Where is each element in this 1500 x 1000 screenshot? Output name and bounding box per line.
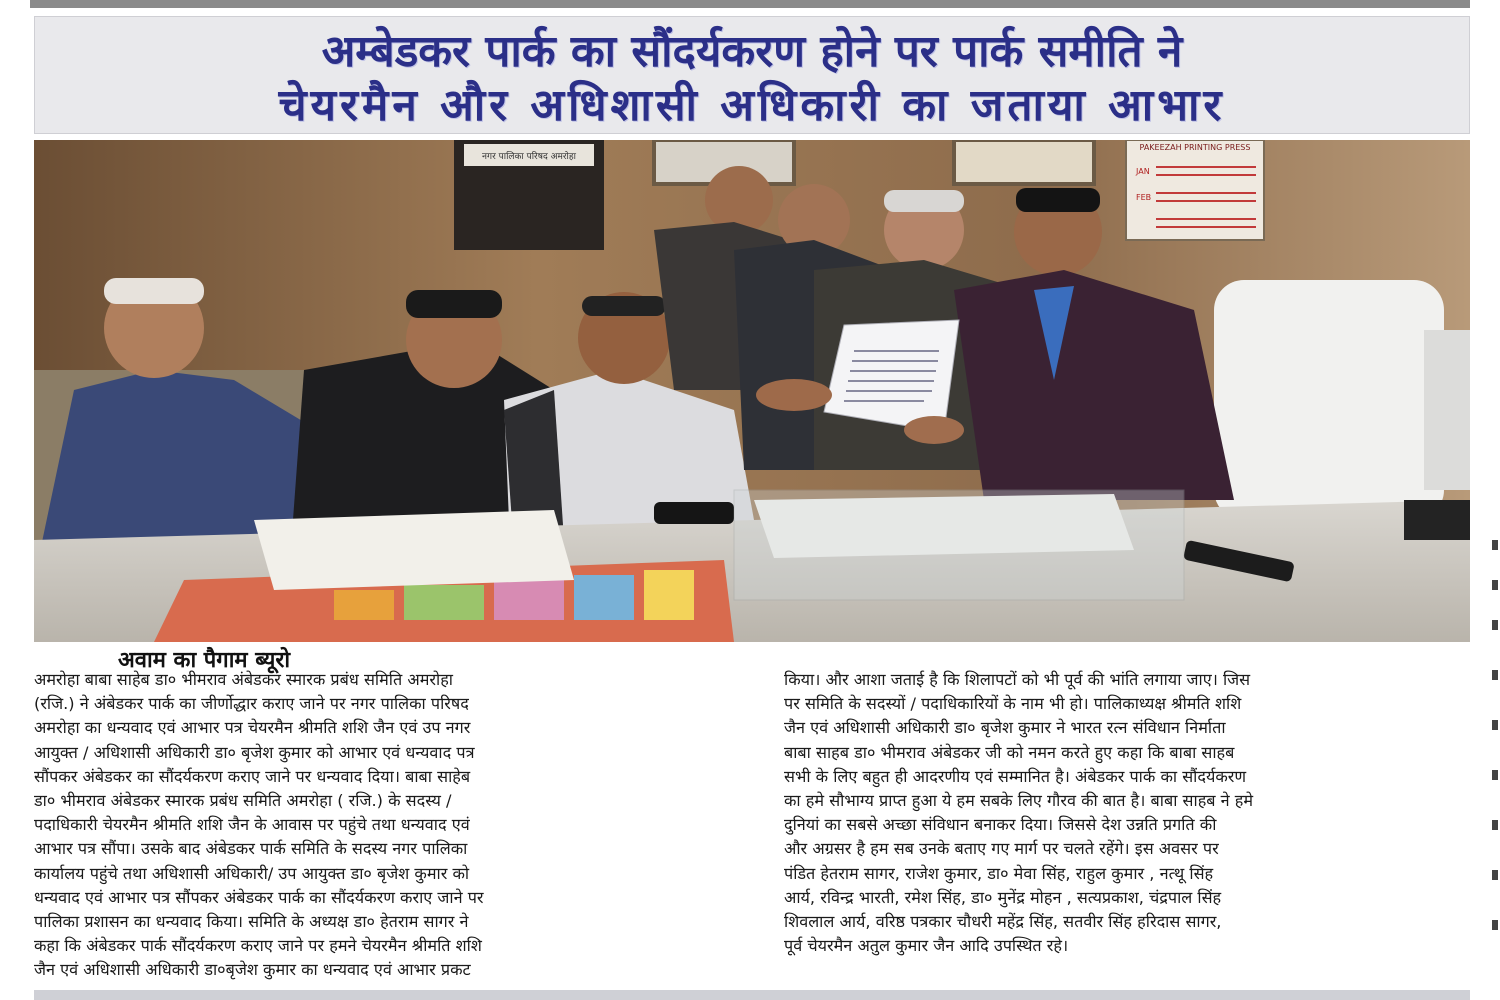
wall-sign-text: नगर पालिका परिषद अमरोहा [482, 152, 576, 162]
article-line: जैन एवं अधिशासी अधिकारी डा०बृजेश कुमार का धन्यवाद एवं आभार प्रकट [34, 960, 471, 980]
article-line: अमरोहा का धन्यवाद एवं आभार पत्र चेयरमैन श्रीमति शशि जैन एवं उप नगर [34, 718, 471, 738]
article-line: पालिका प्रशासन का धन्यवाद किया। समिति के अध्यक्ष डा० हेतराम सागर ने [34, 912, 469, 932]
article-column-left [34, 668, 724, 983]
calendar-month-feb: FEB [1136, 193, 1152, 202]
article-line: पदाधिकारी चेयरमैन श्रीमति शशि जैन के आवास पर पहुंचे तथा धन्यवाद एवं [34, 815, 470, 835]
article-line: डा० भीमराव अंबेडकर स्मारक प्रबंध समिति अमरोहा ( रजि.) के सदस्य / [34, 791, 452, 811]
article-line: शिवलाल आर्य, वरिष्ठ पत्रकार चौधरी महेंद्र सिंह, सतवीर सिंह हरिदास सागर, [784, 912, 1222, 932]
article-line: दुनियां का सबसे अच्छा संविधान बनाकर दिया। जिससे देश उन्नति प्रगति की [784, 815, 1217, 835]
article-line: पंडित हेतराम सागर, राजेश कुमार, डा० मेवा सिंह, राहुल कुमार , नत्थू सिंह [784, 863, 1214, 883]
article-line: सौंपकर अंबेडकर का सौंदर्यकरण कराए जाने पर धन्यवाद दिया। बाबा साहेब [34, 766, 471, 786]
top-rule [30, 0, 1470, 8]
article-line: जैन एवं अधिशासी अधिकारी डा० बृजेश कुमार ने भारत रत्न संविधान निर्माता [784, 718, 1226, 738]
thanks-letter [824, 320, 959, 432]
article-line: और अग्रसर है हम सब उनके बताए गए मार्ग पर चलते रहेंगे। इस अवसर पर [784, 839, 1219, 859]
article-line: कार्यालय पहुंचे तथा अधिशासी अधिकारी/ उप आयुक्त डा० बृजेश कुमार को [34, 863, 470, 883]
page-edge-marks [1488, 520, 1500, 1000]
calendar-month-jan: JAN [1136, 167, 1150, 176]
article-line: आभार पत्र सौंपा। उसके बाद अंबेडकर पार्क समिति के सदस्य नगर पालिका [34, 839, 468, 859]
headline-line-2: चेयरमैन और अधिशासी अधिकारी का जताया आभार [278, 80, 1226, 131]
article-line: बाबा साहब डा० भीमराव अंबेडकर जी को नमन करते हुए कहा कि बाबा साहब [784, 742, 1235, 762]
headline-box [34, 16, 1470, 134]
article-line: सभी के लिए बहुत ही आदरणीय एवं सम्मानित है। अंबेडकर पार्क का सौंदर्यकरण [784, 766, 1247, 786]
bottom-rule [34, 990, 1470, 1000]
byline: अवाम का पैगाम ब्यूरो [118, 648, 291, 673]
article-line: (रजि.) ने अंबेडकर पार्क का जीर्णोद्धार कराए जाने पर नगर पालिका परिषद [34, 694, 469, 714]
headline-line-1: अम्बेडकर पार्क का सौंदर्यकरण होने पर पार्क समीति ने [321, 26, 1183, 77]
article-line: कहा कि अंबेडकर पार्क सौंदर्यकरण कराए जाने पर हमने चेयरमैन श्रीमति शशि [34, 936, 482, 956]
article-line: आर्य, रविन्द्र भारती, रमेश सिंह, डा० मुनेंद्र मोहन , सत्यप्रकाश, चंद्रपाल सिंह [784, 887, 1222, 907]
article-line: किया। और आशा जताई है कि शिलापटों को भी पूर्व की भांति लगाया जाए। जिस [784, 670, 1251, 689]
article-line: अमरोहा बाबा साहेब डा० भीमराव अंबेडकर स्मारक प्रबंध समिति अमरोहा [34, 670, 453, 689]
article-line: आयुक्त / अधिशासी अधिकारी डा० बृजेश कुमार को आभार एवं धन्यवाद पत्र [34, 742, 475, 762]
article-line: का हमे सौभाग्य प्राप्त हुआ ये हम सबके लिए गौरव की बात है। बाबा साहब ने हमे [784, 791, 1254, 811]
news-photo [34, 140, 1470, 642]
calendar-label: PAKEEZAH PRINTING PRESS [1139, 143, 1251, 152]
article-column-right [784, 668, 1470, 958]
news-photo-illustration [34, 140, 1470, 642]
wall-calendar [1126, 140, 1264, 240]
article-line: पर समिति के सदस्यों / पदाधिकारियों के नाम भी हो। पालिकाध्यक्ष श्रीमति शशि [784, 694, 1242, 714]
article-line: धन्यवाद एवं आभार पत्र सौंपकर अंबेडकर पार्क का सौंदर्यकरण कराए जाने पर [34, 887, 484, 907]
article-line: पूर्व चेयरमैन अतुल कुमार जैन आदि उपस्थित रहे। [784, 936, 1069, 956]
